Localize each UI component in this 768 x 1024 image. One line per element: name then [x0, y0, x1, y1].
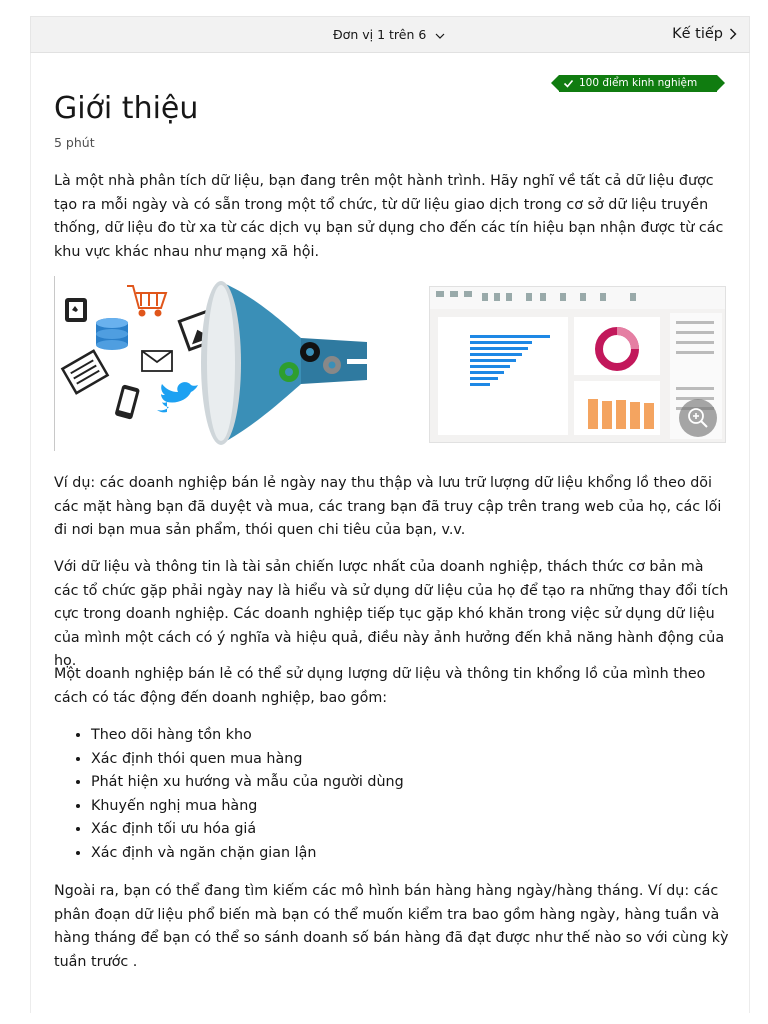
- chevron-down-icon: [435, 18, 445, 53]
- check-icon: [563, 78, 574, 89]
- chevron-right-icon: [729, 28, 737, 40]
- envelope-icon: [142, 351, 172, 371]
- intro-paragraph: Là một nhà phân tích dữ liệu, bạn đang trên một hành trình. Hãy nghĩ về tất cả dữ liệu được tạo ra mỗi ngày và có sẵn trong một tổ chức, từ dữ liệu giao dịch trong cơ sở dữ liệu truyền thống, dữ liệu đo từ xa từ các dịch vụ bạn sử dụng cho đến các tín hiệu bạn nhận được từ các khu vực khác nhau như mạng xã hội.: [54, 173, 724, 260]
- list-item: • Phát hiện xu hướng và mẫu của người dùng: [91, 771, 404, 795]
- twitter-icon: [157, 382, 198, 412]
- retail-benefits-list: [54, 724, 404, 866]
- data-funnel-figure: [54, 276, 724, 451]
- database-icon: [96, 318, 128, 350]
- next-unit-label: Kế tiếp: [672, 26, 723, 42]
- shopping-cart-icon: [127, 286, 166, 316]
- list-item: • Theo dõi hàng tồn kho: [91, 724, 404, 748]
- unit-selector-dropdown[interactable]: [333, 17, 445, 52]
- list-item: • Khuyến nghị mua hàng: [91, 795, 404, 819]
- next-unit-link[interactable]: [672, 17, 737, 52]
- page-title: Giới thiệu: [54, 91, 199, 126]
- unit-content: [30, 53, 750, 1013]
- funnel-graphic: [201, 281, 399, 445]
- strategic-asset-paragraph: Với dữ liệu và thông tin là tài sản chiến lược nhất của doanh nghiệp, thách thức cơ bản mà các tổ chức gặp phải ngày nay là hiểu và sử dụng dữ liệu của họ để tạo ra những thay đổi tích cực trong doanh nghiệp. Các doanh nghiệp tiếp tục gặp khó khăn trong việc sử dụng dữ liệu của mình một cách có ý nghĩa và hiệu quả, điều này ảnh hưởng đến khả năng hành động của họ.: [54, 559, 729, 669]
- list-item: • Xác định tối ưu hóa giá: [91, 818, 404, 842]
- document-icon: [62, 351, 107, 393]
- retail-usage-intro-paragraph: Một doanh nghiệp bán lẻ có thể sử dụng lượng dữ liệu và thông tin khổng lồ của mình theo cách có tác động đến doanh nghiệp, bao gồm:: [54, 666, 706, 706]
- sales-patterns-paragraph: Ngoài ra, bạn có thể đang tìm kiếm các mô hình bán hàng hàng ngày/hàng tháng. Ví dụ: các phân đoạn dữ liệu phổ biến mà bạn có thể muốn kiểm tra bao gồm hàng ngày, hàng tuần và hàng tháng để bạn có thể so sánh doanh số bán hàng đã đạt được như thế nào so với cùng kỳ tuần trước .: [54, 883, 729, 970]
- retail-example-paragraph: Ví dụ: các doanh nghiệp bán lẻ ngày nay thu thập và lưu trữ lượng dữ liệu khổng lồ theo dõi các mặt hàng bạn đã duyệt và mua, các trang bạn đã truy cập trên trang web của họ, các lối đi nơi bạn mua sản phẩm, thói quen chi tiêu của bạn, v.v.: [54, 475, 722, 538]
- list-item: • Xác định và ngăn chặn gian lận: [91, 842, 404, 866]
- image-zoom-button[interactable]: [679, 399, 717, 437]
- smartwatch-icon: [65, 298, 87, 322]
- unit-selector-label: Đơn vị 1 trên 6: [333, 27, 427, 42]
- xp-badge: [559, 75, 717, 92]
- reading-duration: 5 phút: [54, 135, 95, 150]
- smartphone-icon: [114, 384, 140, 420]
- xp-badge-label: 100 điểm kinh nghiệm: [579, 77, 698, 89]
- list-item: • Xác định thói quen mua hàng: [91, 748, 404, 772]
- zoom-icon: [679, 399, 717, 437]
- data-sources-funnel-image: [54, 276, 423, 451]
- unit-navigation-bar: [30, 16, 750, 53]
